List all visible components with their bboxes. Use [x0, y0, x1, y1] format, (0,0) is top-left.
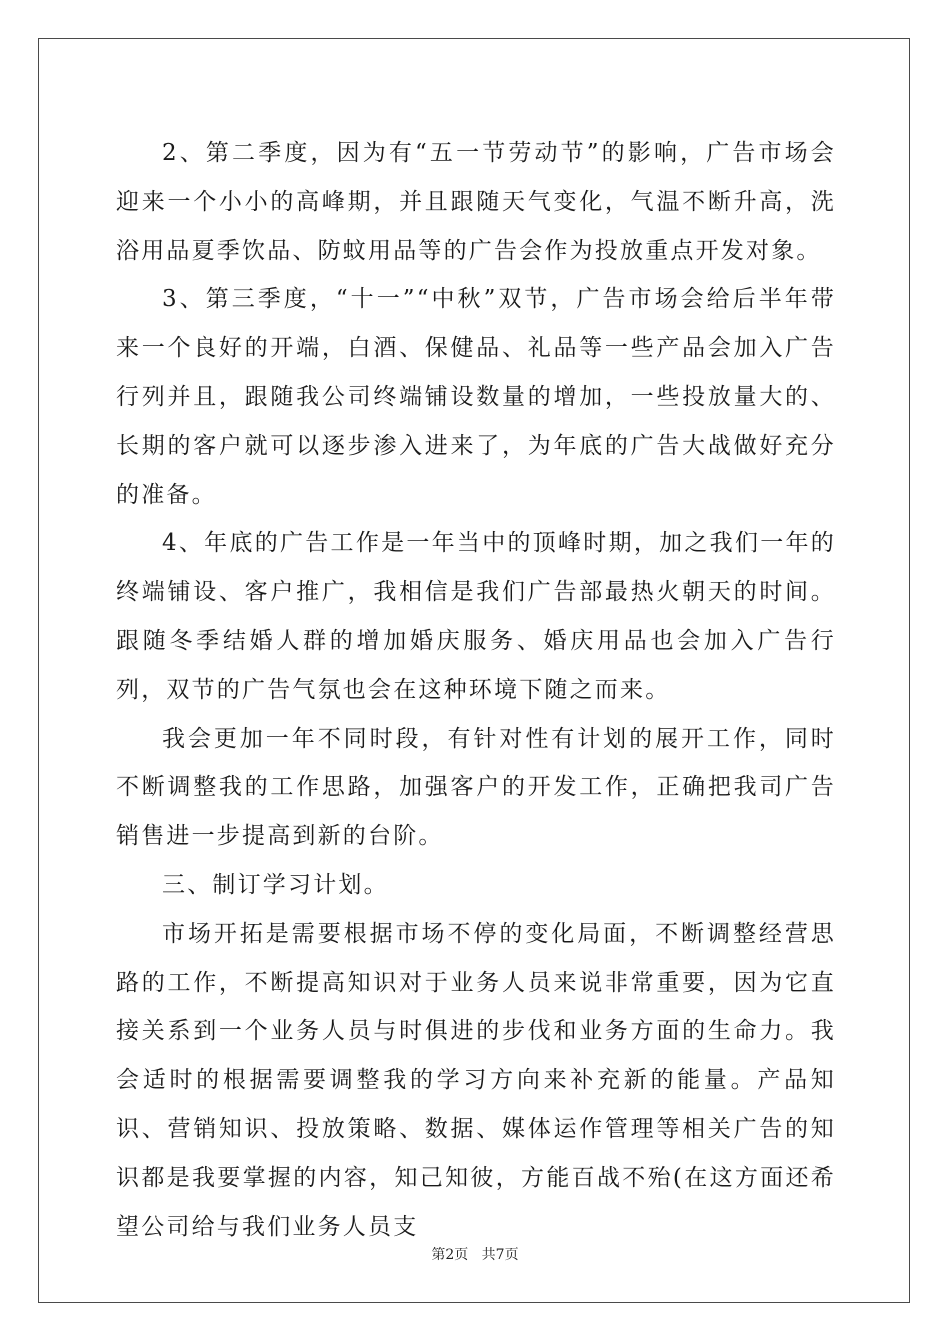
- paragraph-study-plan: 市场开拓是需要根据市场不停的变化局面，不断调整经营思路的工作，不断提高知识对于业务人员来说非常重要，因为它直接关系到一个业务人员与时俱进的步伐和业务方面的生命力。我会适时的根据需要调整我的学习方向来补充新的能量。产品知识、营销知识、投放策略、数据、媒体运作管理等相关广告的知识都是我要掌握的内容，知己知彼，方能百战不殆(在这方面还希望公司给与我们业务人员支: [116, 920, 836, 1240]
- paragraph-q4: 4、年底的广告工作是一年当中的顶峰时期，加之我们一年的终端铺设、客户推广，我相信是我们广告部最热火朝天的时间。跟随冬季结婚人群的增加婚庆服务、婚庆用品也会加入广告行列，双节的广告气氛也会在这种环境下随之而来。: [116, 530, 836, 703]
- paragraph-summary: 我会更加一年不同时段，有针对性有计划的展开工作，同时不断调整我的工作思路，加强客户的开发工作，正确把我司广告销售进一步提高到新的台阶。: [116, 725, 836, 850]
- page-total: 共7页: [481, 1247, 519, 1263]
- paragraph-q2: 2、第二季度，因为有“五一节劳动节”的影响，广告市场会迎来一个小小的高峰期，并且跟随天气变化，气温不断升高，洗浴用品夏季饮品、防蚊用品等的广告会作为投放重点开发对象。: [116, 140, 836, 264]
- page-footer: [0, 1244, 950, 1264]
- document-body: [116, 129, 836, 1251]
- page-number: 第2页: [431, 1247, 469, 1263]
- paragraph-q3: 3、第三季度，“十一”“中秋”双节，广告市场会给后半年带来一个良好的开端，白酒、保健品、礼品等一些产品会加入广告行列并且，跟随我公司终端铺设数量的增加，一些投放量大的、长期的客户就可以逐步渗入进来了，为年底的广告大战做好充分的准备。: [116, 286, 836, 508]
- section-heading-study-plan: 三、制订学习计划。: [162, 871, 389, 898]
